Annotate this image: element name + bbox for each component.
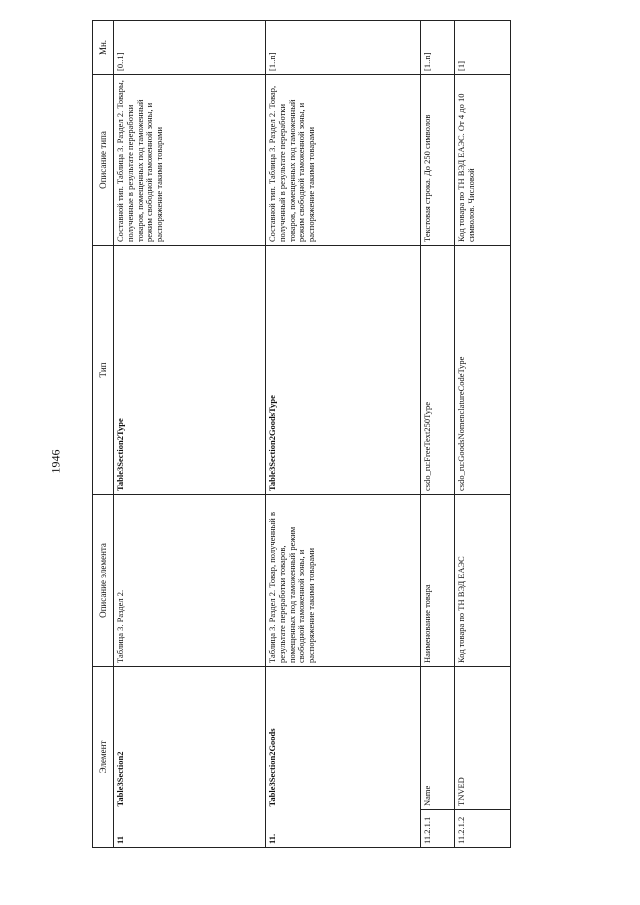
type-description: Код товара по ТН ВЭД ЕАЭС. От 4 до 10 символов. Числовой — [455, 75, 511, 246]
element-description: Таблица 3. Раздел 2. — [114, 495, 266, 667]
type-description: Текстовая строка. До 250 символов — [421, 75, 455, 246]
page-number: 1946 — [48, 449, 63, 474]
row-number: 11.2.1.1 — [421, 810, 455, 848]
multiplicity: [1..n] — [421, 21, 455, 75]
table-row — [455, 21, 511, 848]
row-number: 11.2.1.2 — [455, 810, 511, 848]
header-type: Тип — [93, 246, 114, 495]
element-description: Код товара по ТН ВЭД ЕАЭС — [455, 495, 511, 667]
header-element-description: Описание элемента — [93, 495, 114, 667]
header-type-description: Описание типа — [93, 75, 114, 246]
multiplicity: [1] — [455, 21, 511, 75]
element-name: TNVED — [455, 667, 511, 810]
type-name: Table3Section2Type — [114, 246, 266, 495]
element-name: Table3Section2 — [114, 667, 266, 810]
table-row — [114, 21, 266, 848]
header-element: Элемент — [93, 667, 114, 848]
multiplicity: [1..n] — [266, 21, 421, 75]
element-name: Table3Section2Goods — [266, 667, 421, 810]
element-name: Name — [421, 667, 455, 810]
element-table — [92, 20, 511, 848]
row-number: 11 — [114, 810, 266, 848]
element-description: Таблица 3. Раздел 2. Товар, полученный в результате переработки товаров, помещенных под таможенный режим свободной таможенной зоны, и распоряжение такими товарами — [266, 495, 421, 667]
row-number: 11. — [266, 810, 421, 848]
type-description: Составной тип. Таблица 3. Раздел 2. Товар, полученный в результате переработки товаров, помещенных под таможенный режим свободной таможенной зоны, и распоряжение такими товарами — [266, 75, 421, 246]
element-description: Наименование товара — [421, 495, 455, 667]
type-description: Составной тип. Таблица 3. Раздел 2. Товары, полученные в результате переработки товаров, помещенных под таможенный режим свободной таможенной зоны, и распоряжение такими товарами — [114, 75, 266, 246]
multiplicity: [0..1] — [114, 21, 266, 75]
table-row — [266, 21, 421, 848]
type-name: csdo_ru:FreeText250Type — [421, 246, 455, 495]
element-table-rotated — [92, 39, 527, 848]
table-header-row — [93, 21, 114, 848]
type-name: Table3Section2GoodsType — [266, 246, 421, 495]
type-name: csdo_ru:GoodsNomenclatureCodeType — [455, 246, 511, 495]
table-row — [421, 21, 455, 848]
header-multiplicity: Мн. — [93, 21, 114, 75]
